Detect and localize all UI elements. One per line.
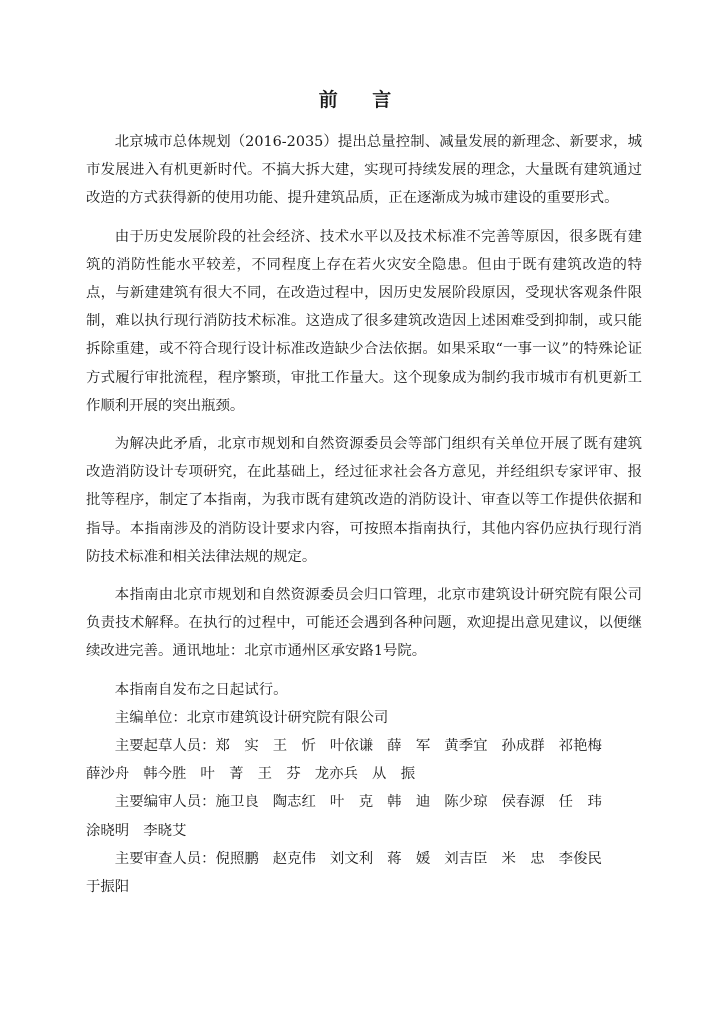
page-title: 前 言 xyxy=(318,89,406,111)
editor-name: 韩 迪 xyxy=(387,794,431,811)
reviewer-name: 蒋 媛 xyxy=(387,850,431,867)
editor-name: 陶志红 xyxy=(272,794,316,811)
drafter-name: 韩今胜 xyxy=(143,766,187,783)
drafter-name: 王 忻 xyxy=(272,738,316,755)
editors-list xyxy=(86,788,642,816)
paragraph-1: 北京城市总体规划（2016-2035）提出总量控制、减量发展的新理念、新要求，城市发展进入有机更新时代。不搞大拆大建，实现可持续发展的理念，大量既有建筑通过改造的方式获得新的使用功能、提升建筑品质，正在逐渐成为城市建设的重要形式。 xyxy=(86,134,642,207)
paragraph-3: 为解决此矛盾，北京市规划和自然资源委员会等部门组织有关单位开展了既有建筑改造消防设计专项研究，在此基础上，经过征求社会各方意见，并经组织专家评审、报批等程序，制定了本指南，为我市既有建筑改造的消防设计、审查以等工作提供依据和指导。本指南涉及的消防设计要求内容，可按照本指南执行，其他内容仍应执行现行消防技术标准和相关法律法规的规定。 xyxy=(86,436,642,565)
reviewer-name: 李俊民 xyxy=(558,850,602,867)
reviewers-list xyxy=(86,845,642,873)
drafter-name: 薛 军 xyxy=(387,738,431,755)
reviewer-name: 倪照鹏 xyxy=(215,850,259,867)
reviewer-name: 刘文利 xyxy=(329,850,374,867)
drafter-name: 黄季宜 xyxy=(444,738,488,755)
reviewers-list-continued xyxy=(86,873,642,901)
editor-unit: 主编单位：北京市建筑设计研究院有限公司 xyxy=(114,709,389,726)
editor-name: 任 玮 xyxy=(558,794,602,811)
editor-name: 陈少琼 xyxy=(444,794,488,811)
drafter-name: 王 芬 xyxy=(257,766,301,783)
drafter-name: 龙亦兵 xyxy=(314,766,358,783)
editor-name: 施卫良 xyxy=(215,794,259,811)
drafters-list xyxy=(86,732,642,760)
drafter-name: 从 振 xyxy=(371,766,416,783)
drafter-name: 孙成群 xyxy=(501,738,545,755)
reviewer-name: 赵克伟 xyxy=(272,850,316,867)
editors-list-continued xyxy=(86,817,642,845)
drafters-list-continued xyxy=(86,760,642,788)
reviewers-label: 主要审查人员： xyxy=(114,850,216,867)
reviewer-name: 于振阳 xyxy=(86,879,130,896)
editor-name: 叶 克 xyxy=(329,794,374,811)
paragraph-5: 本指南自发布之日起试行。 xyxy=(114,681,288,698)
editors-label: 主要编审人员： xyxy=(114,794,216,811)
editor-name: 李晓艾 xyxy=(143,822,187,839)
reviewer-name: 米 忠 xyxy=(501,850,545,867)
paragraph-4: 本指南由北京市规划和自然资源委员会归口管理，北京市建筑设计研究院有限公司负责技术解释。在执行的过程中，可能还会遇到各种问题，欢迎提出意见建议，以便继续改进完善。通讯地址：北京市通州区承安路1号院。 xyxy=(86,587,642,660)
editor-name: 涂晓明 xyxy=(86,822,130,839)
reviewer-name: 刘吉臣 xyxy=(444,850,488,867)
drafter-name: 薛沙舟 xyxy=(86,766,130,783)
drafter-name: 叶 菁 xyxy=(200,766,244,783)
drafter-name: 叶依谦 xyxy=(329,738,374,755)
editor-name: 侯春源 xyxy=(501,794,545,811)
drafters-label: 主要起草人员： xyxy=(114,738,216,755)
drafter-name: 祁艳梅 xyxy=(558,738,602,755)
drafter-name: 郑 实 xyxy=(215,738,259,755)
paragraph-2: 由于历史发展阶段的社会经济、技术水平以及技术标准不完善等原因，很多既有建筑的消防性能水平较差，不同程度上存在若火灾安全隐患。但由于既有建筑改造的特点，与新建建筑有很大不同，在改造过程中，因历史发展阶段原因，受现状客观条件限制，难以执行现行消防技术标准。这造成了很多建筑改造因上述困难受到抑制，或只能拆除重建，或不符合现行设计标准改造缺少合法依据。如果采取“一事一议”的特殊论证方式履行审批流程，程序繁琐，审批工作量大。这个现象成为制约我市城市有机更新工作顺利开展的突出瓶颈。 xyxy=(86,228,642,414)
preface-body xyxy=(86,128,642,901)
